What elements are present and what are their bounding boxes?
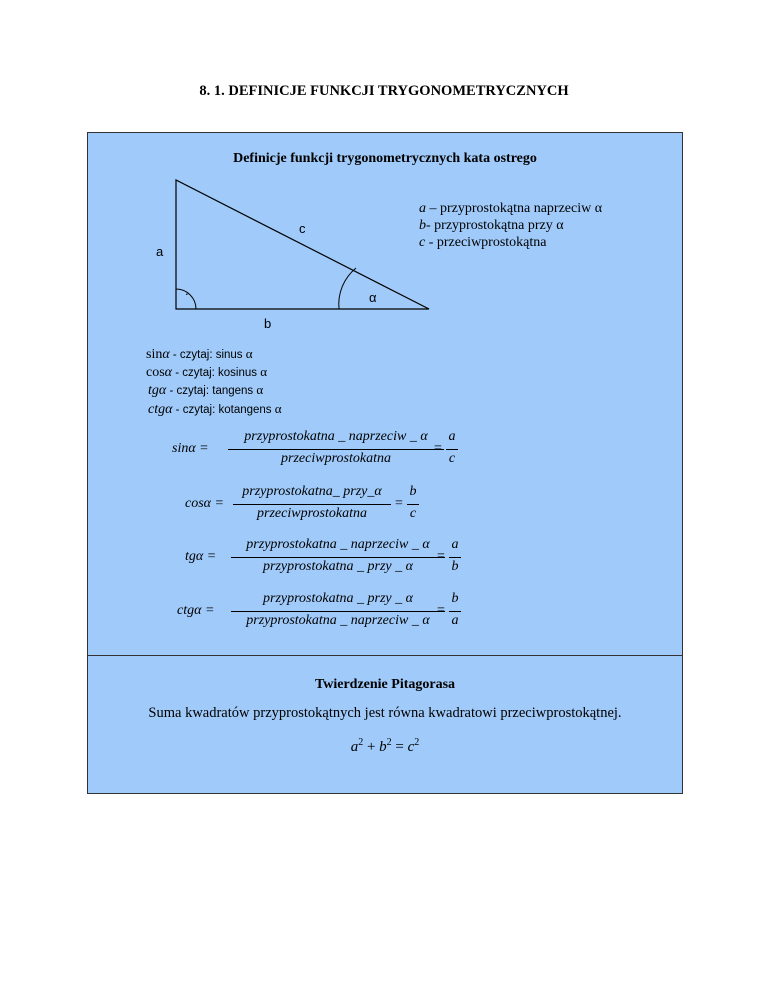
pythagoras-equation: $a^2 + b^2 = c^2$ [350, 737, 420, 755]
fraction-bar [228, 449, 444, 450]
legend-item-a: a – przyprostokątna naprzeciw α [419, 201, 603, 216]
formula-sin: sinα = przyprostokatna _ naprzeciw _ α przeciwprostokatna = a c [172, 429, 472, 469]
formula-tg: tgα = przyprostokatna _ naprzeciw _ α przyprostokatna _ przy _ α = a b [185, 537, 485, 577]
section-title-definitions: Definicje funkcji trygonometrycznych kata ostrego [233, 151, 537, 166]
function-ctg-row: ctgα - czytaj: kotangens α [148, 401, 282, 417]
legend-item-b: b- przyprostokątna przy α [419, 218, 564, 233]
function-tg-row: tgα - czytaj: tangens α [148, 382, 264, 398]
fraction-bar [449, 611, 461, 612]
fraction-bar [407, 504, 419, 505]
function-cos-row: cosα - czytaj: kosinus α [146, 364, 268, 380]
fraction-bar [231, 611, 445, 612]
pythagoras-statement: Suma kwadratów przyprostokątnych jest równa kwadratowi przeciwprostokątnej. [148, 705, 622, 721]
fraction-bar [233, 504, 391, 505]
page-title: 8. 1. DEFINICJE FUNKCJI TRYGONOMETRYCZNYCH [199, 83, 569, 99]
content-panel [87, 132, 683, 794]
triangle [176, 180, 429, 309]
formula-cos: cosα = przyprostokatna_ przy_α przeciwprostokatna = b c [185, 484, 445, 524]
fraction-bar [231, 557, 445, 558]
side-label-a: a [156, 244, 164, 259]
formula-ctg: ctgα = przyprostokatna _ przy _ α przyprostokatna _ naprzeciw _ α = b a [177, 591, 477, 631]
side-label-b: b [264, 316, 272, 331]
alpha-angle-arc [339, 268, 356, 309]
fraction-bar [446, 449, 458, 450]
angle-label-alpha: α [369, 290, 377, 305]
fraction-bar [449, 557, 461, 558]
function-sin-row: sinα - czytaj: sinus α [146, 346, 253, 362]
section-divider [88, 655, 682, 656]
side-label-c: c [299, 221, 306, 236]
legend-item-c: c - przeciwprostokątna [419, 235, 547, 250]
section-title-pythagoras: Twierdzenie Pitagorasa [314, 677, 456, 692]
right-angle-marker: . [185, 283, 189, 298]
side-legend [419, 200, 602, 251]
